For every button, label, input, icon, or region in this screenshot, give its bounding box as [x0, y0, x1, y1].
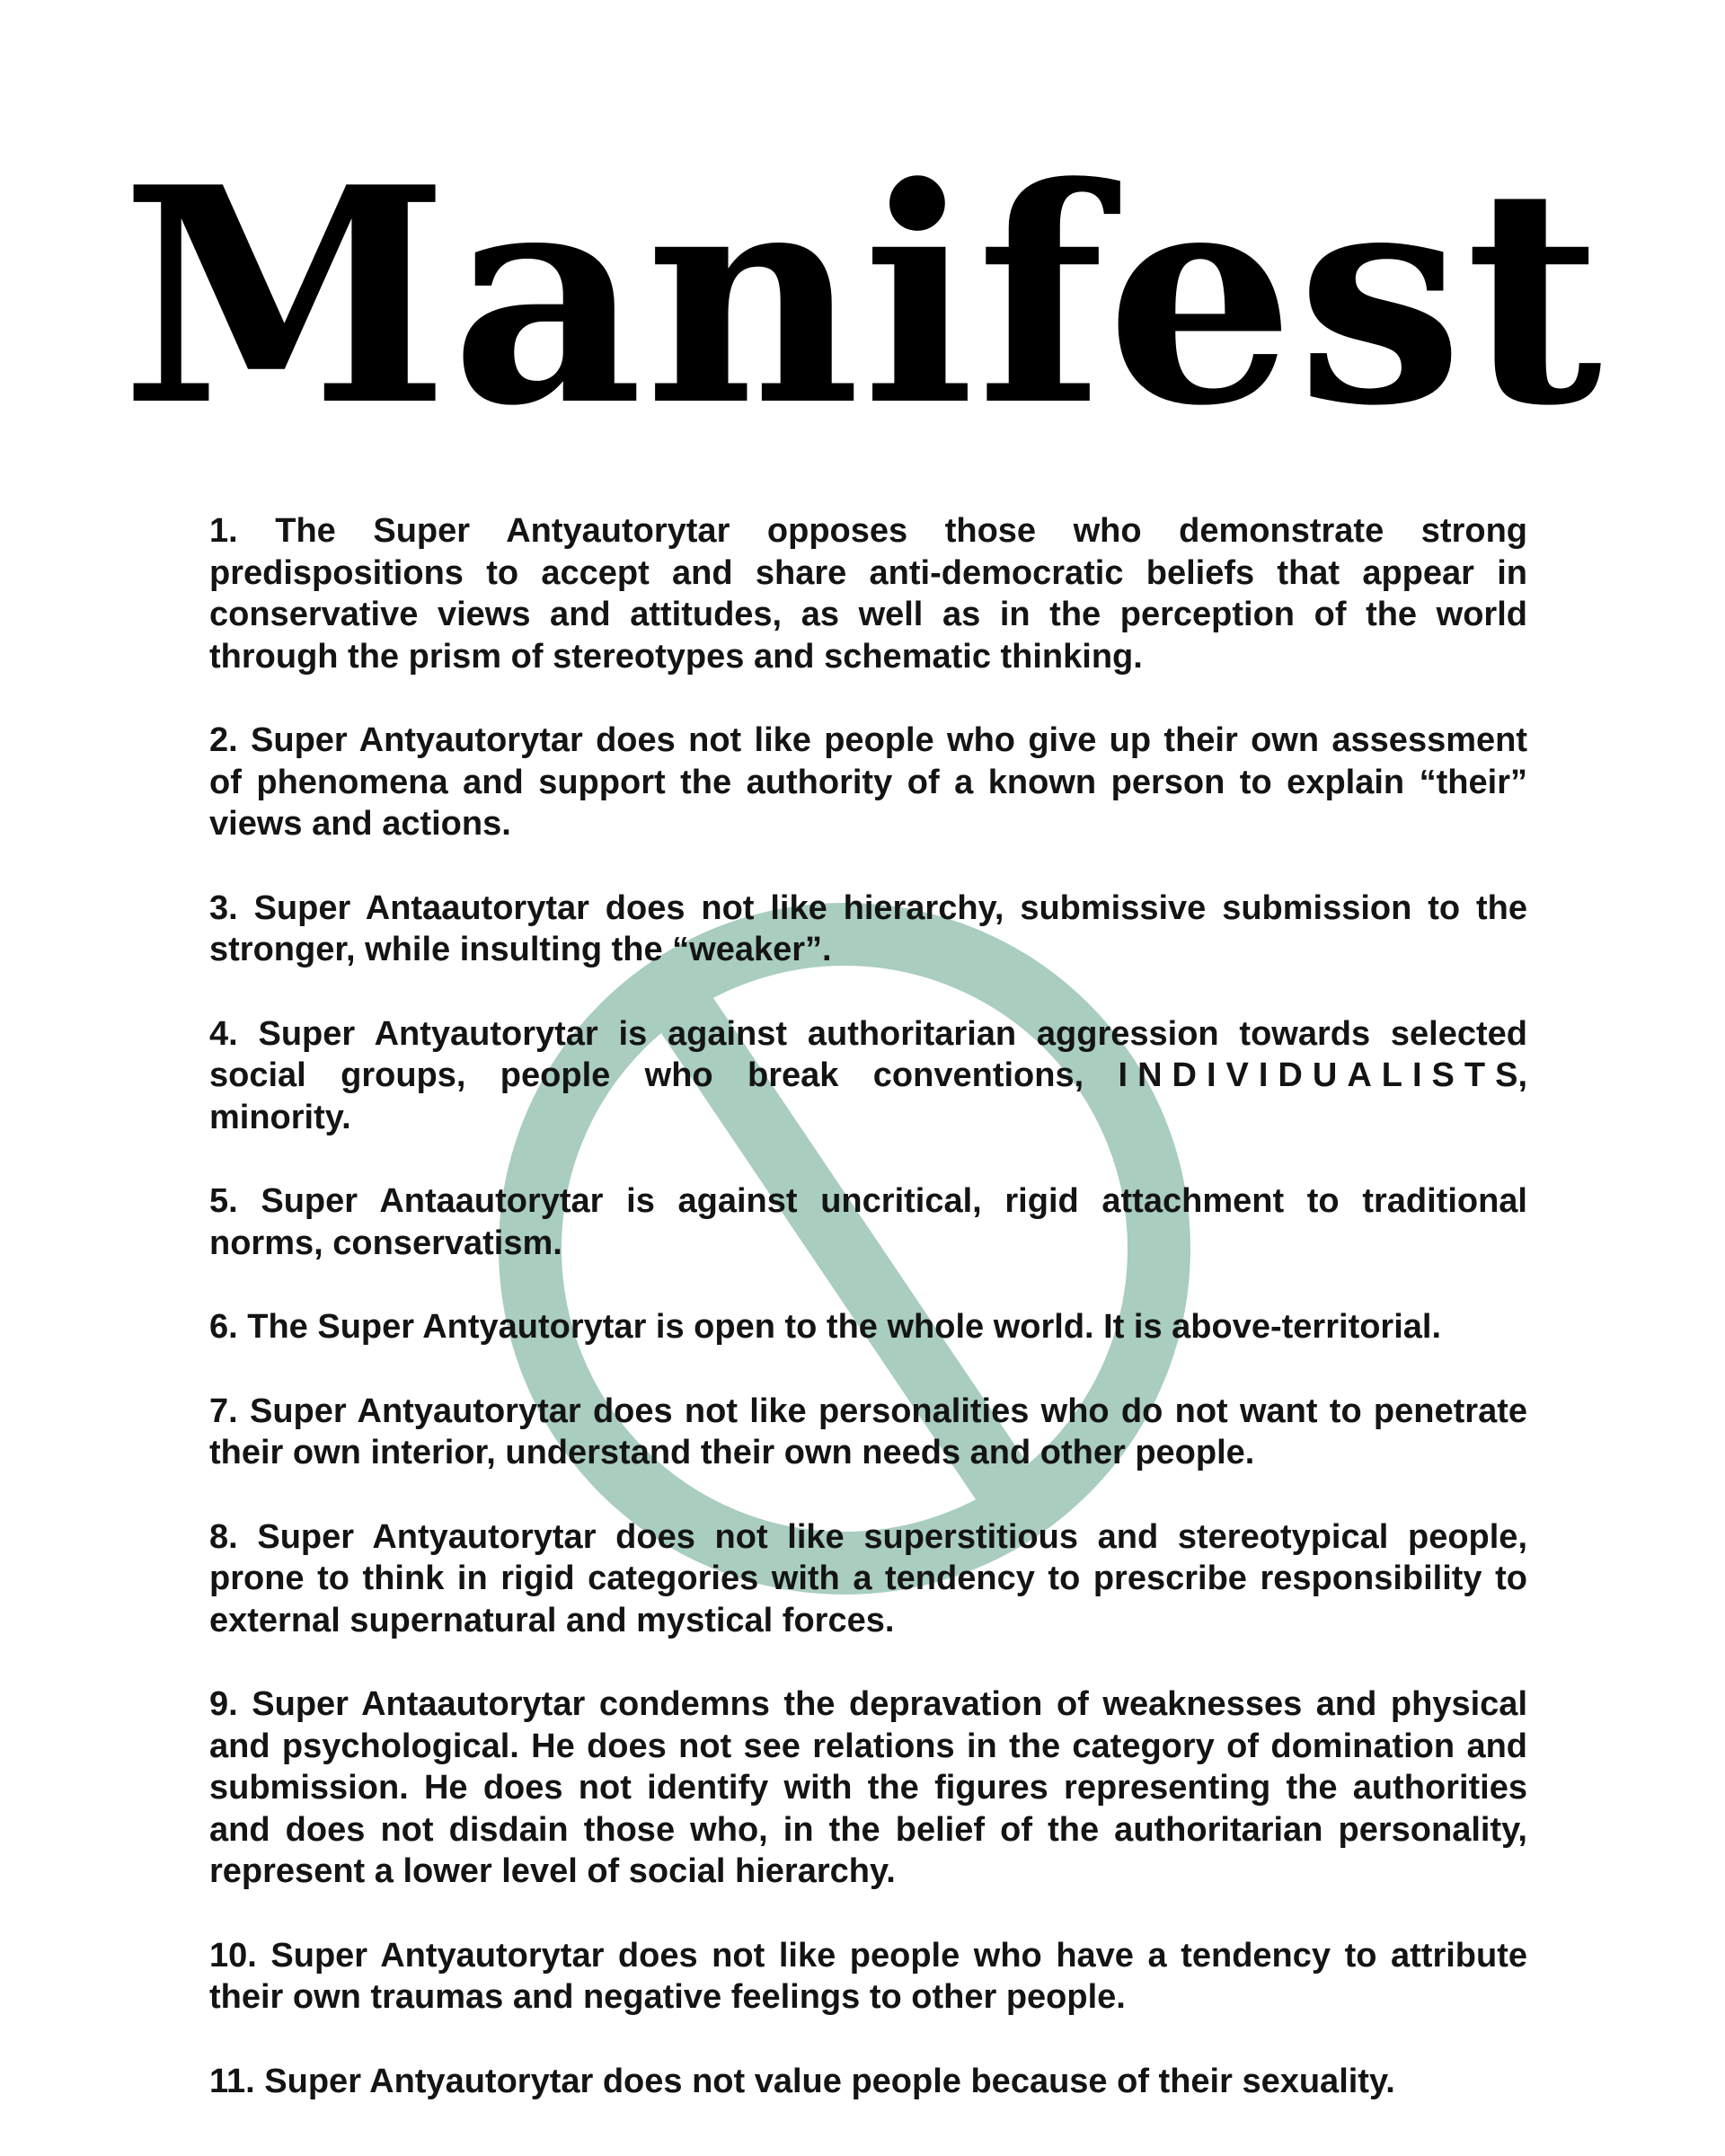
manifest-item-10: 10. Super Antyautorytar does not like people who have a tendency to attribute their own traumas and negative feelings to other people. [209, 1936, 1527, 2016]
manifest-item-7: 7. Super Antyautorytar does not like personalities who do not want to penetrate their own interior, understand their own needs and other people. [209, 1392, 1527, 1471]
manifest-list [209, 510, 1527, 2144]
manifest-item-2: 2. Super Antyautorytar does not like people who give up their own assessment of phenomena and support the authority of a known person to explain “their” views and actions. [209, 721, 1527, 843]
manifest-item-4 [209, 1013, 1527, 1139]
manifest-item-4-end: S, minority. [209, 1056, 1527, 1136]
manifest-item-9: 9. Super Antaautorytar condemns the depravation of weaknesses and physical and psychological. He does not see relations in the category of domination and submission. He does not identify with the figures representing the authorities and does not disdain those who, in the belief of the authoritarian personality, represent a lower level of social hierarchy. [209, 1685, 1527, 1890]
manifest-item-11: 11. Super Antyautorytar does not value people because of their sexuality. [209, 2062, 1395, 2100]
manifest-item-5: 5. Super Antaautorytar is against uncritical, rigid attachment to traditional norms, conservatism. [209, 1182, 1527, 1262]
manifest-item-1: 1. The Super Antyautorytar opposes those who demonstrate strong predispositions to accept and share anti-democratic beliefs that appear in conservative views and attitudes, as well as in the perception of the world through the prism of stereotypes and schematic thinking. [209, 512, 1527, 676]
manifest-item-4-start: 4. Super Antyautorytar is against authoritarian aggression towards selected social groups, people who break conventions, [209, 1014, 1527, 1094]
manifest-item-8: 8. Super Antyautorytar does not like superstitious and stereotypical people, prone to think in rigid categories with a tendency to prescribe responsibility to external supernatural and mystical forces. [209, 1517, 1527, 1639]
manifest-item-3: 3. Super Antaautorytar does not like hierarchy, submissive submission to the stronger, while insulting the “weaker”. [209, 888, 1527, 968]
page-title: Manifest [120, 122, 1605, 471]
manifest-item-4-emphasis: INDIVIDUALIST [1118, 1056, 1496, 1094]
manifest-item-6: 6. The Super Antyautorytar is open to the whole world. It is above-territorial. [209, 1308, 1442, 1346]
